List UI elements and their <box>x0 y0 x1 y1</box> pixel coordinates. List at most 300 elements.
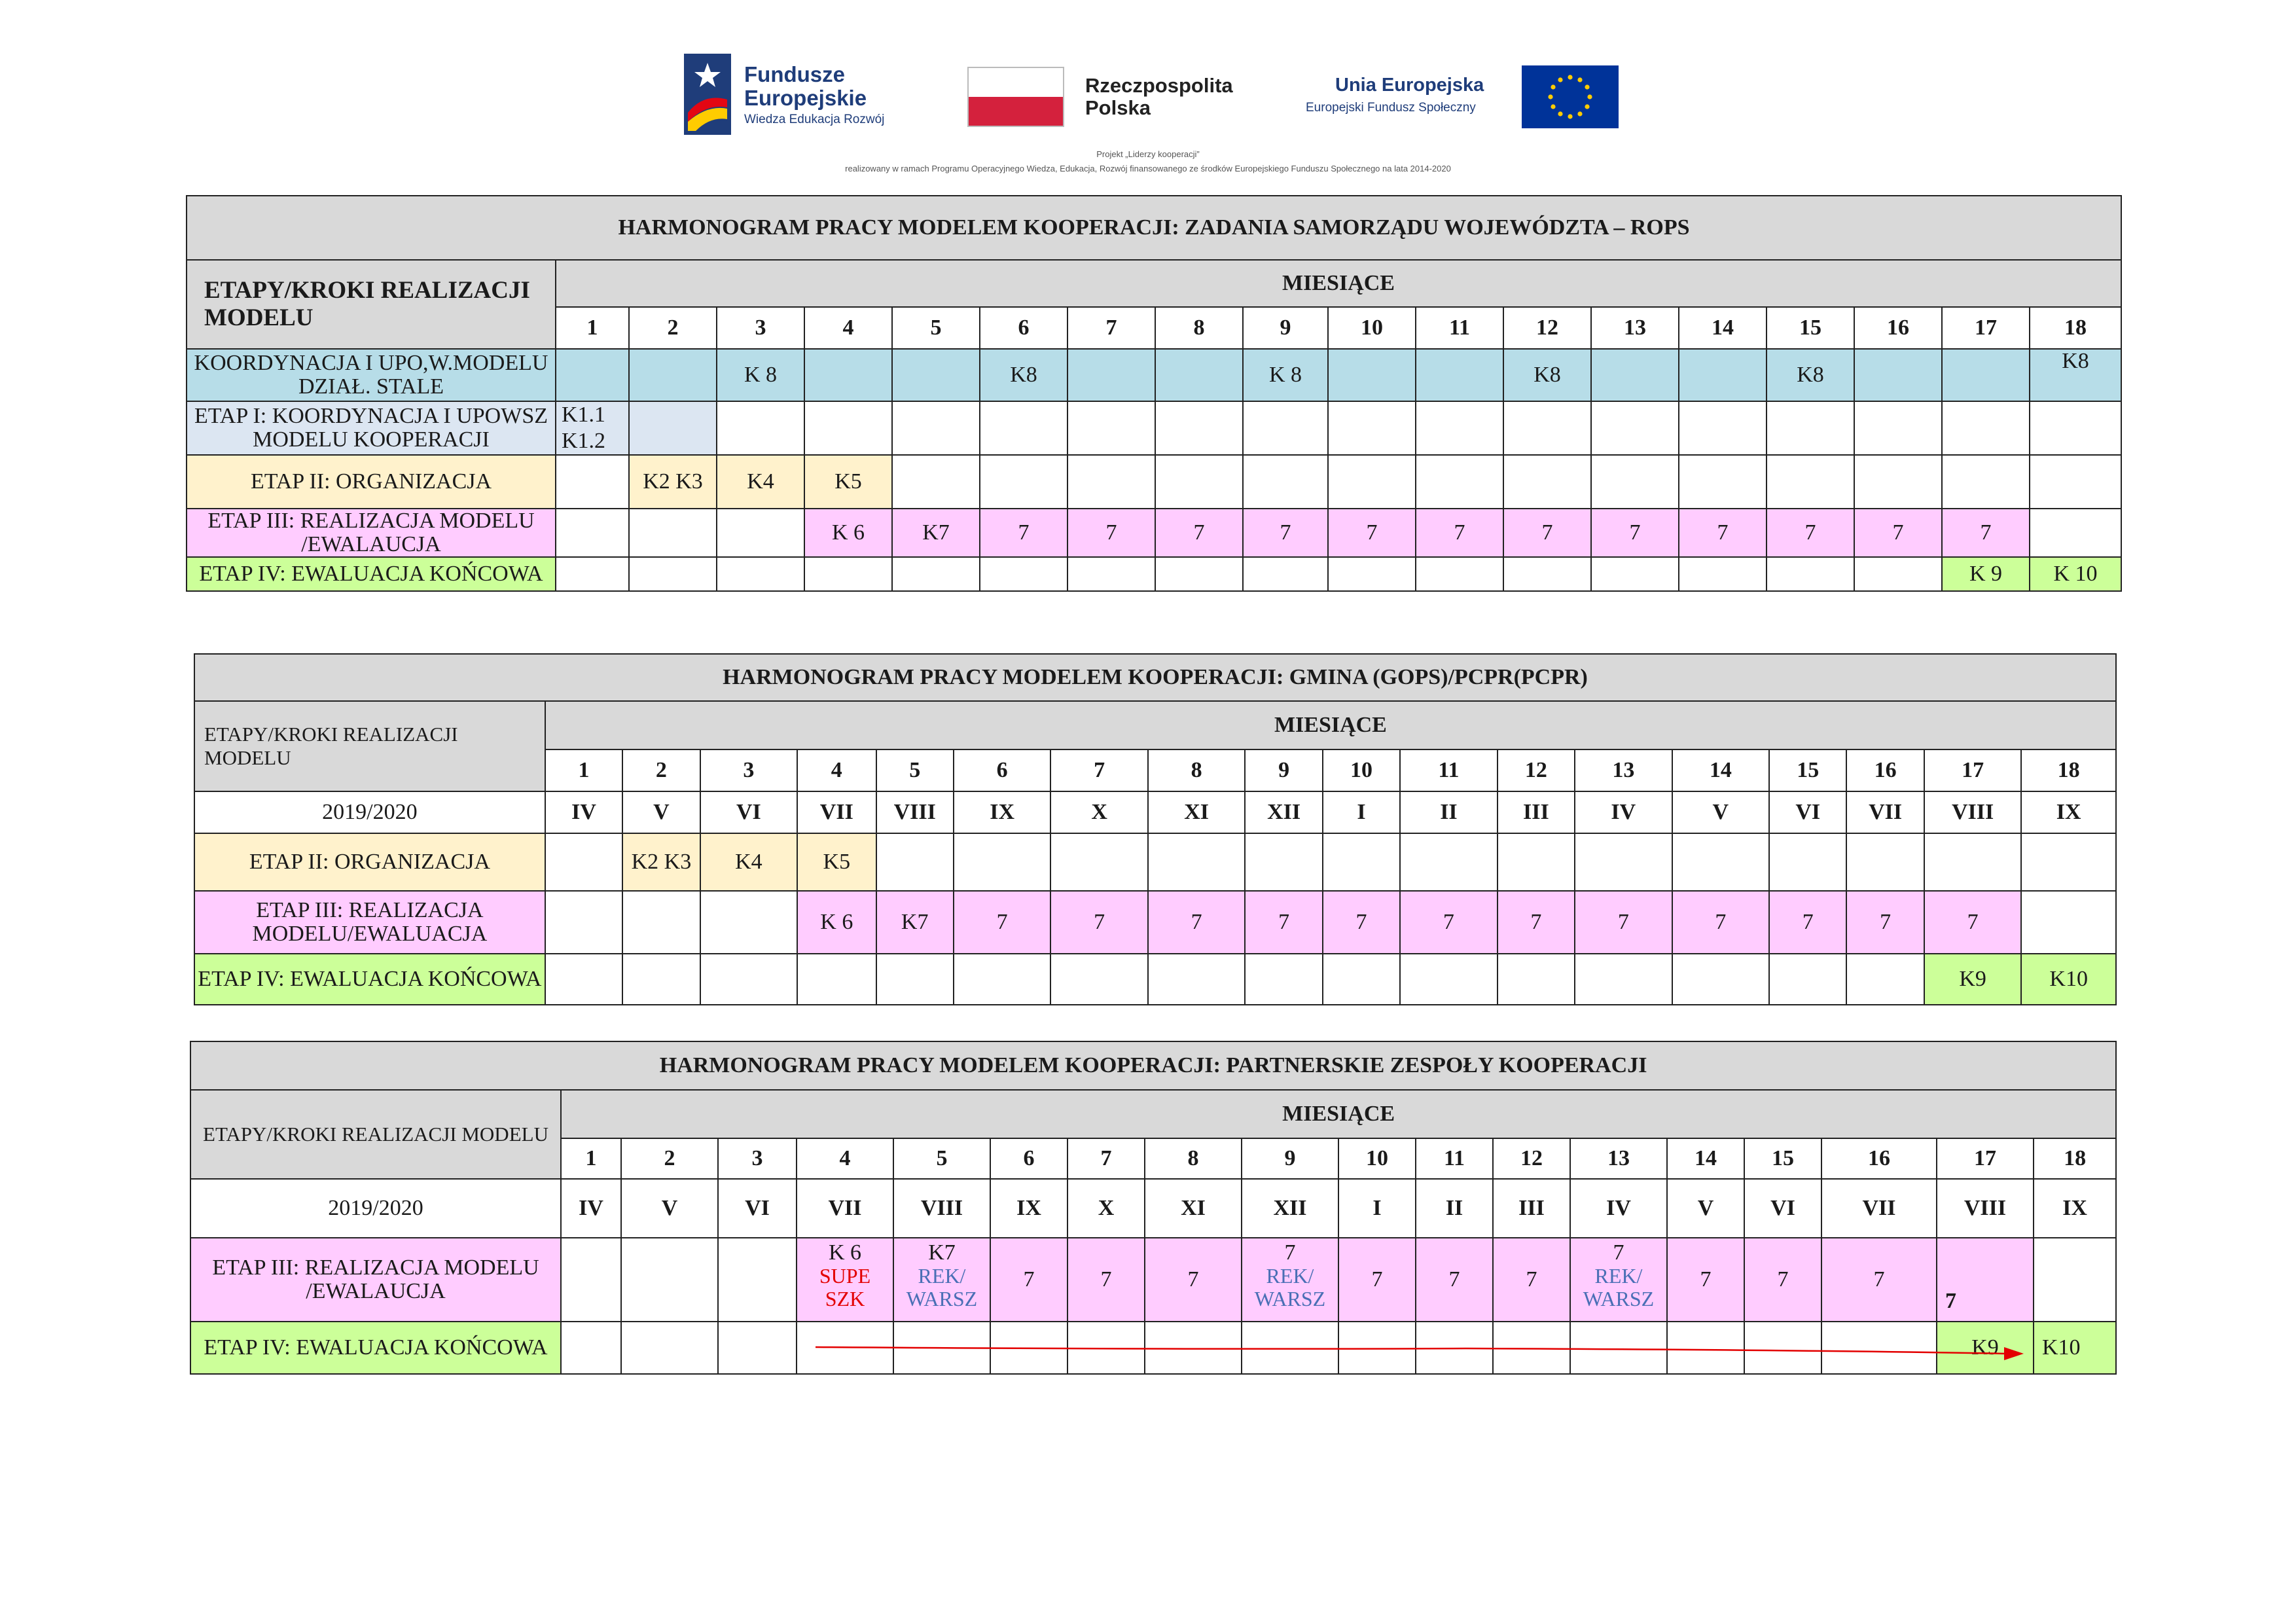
schedule-cell: K9 <box>1924 954 2022 1005</box>
month-number: 9 <box>1245 749 1322 791</box>
table-row <box>187 401 2121 455</box>
month-roman: XI <box>1145 1179 1242 1238</box>
schedule-cell <box>629 401 717 455</box>
month-number: 7 <box>1067 1138 1145 1179</box>
schedule-cell: 7 <box>1744 1238 1821 1322</box>
schedule-cell <box>1503 557 1591 591</box>
month-roman: XI <box>1148 791 1246 833</box>
schedule-cell-compound <box>1242 1238 1338 1322</box>
schedule-cell <box>1067 557 1155 591</box>
schedule-cell: 7 <box>1846 891 1924 954</box>
month-roman: IV <box>1575 791 1672 833</box>
schedule-cell: K8 <box>980 349 1067 401</box>
schedule-cell: 7 <box>1245 891 1322 954</box>
schedule-cell <box>876 833 954 891</box>
schedule-cell: K 6 <box>797 891 876 954</box>
schedule-cell <box>1679 349 1767 401</box>
row-label: ETAP II: ORGANIZACJA <box>194 833 545 891</box>
schedule-cell <box>1854 557 1942 591</box>
month-number: 18 <box>2030 307 2121 349</box>
polish-flag-icon <box>967 67 1064 127</box>
schedule-cell <box>1155 401 1243 455</box>
month-roman: VIII <box>893 1179 990 1238</box>
fe-subtitle: Wiedza Edukacja Rozwój <box>744 113 885 126</box>
row-label: ETAP I: KOORDYNACJA I UPOWSZ MODELU KOOPERACJI <box>187 401 556 455</box>
month-roman: VIII <box>1937 1179 2034 1238</box>
schedule-cell <box>1767 557 1854 591</box>
schedule-cell: K4 <box>717 455 804 509</box>
months-header: MIESIĄCE <box>556 260 2121 307</box>
schedule-cell <box>556 455 629 509</box>
schedule-cell: K 10 <box>2030 557 2121 591</box>
eu-star-icon <box>1577 77 1582 82</box>
month-roman: IX <box>954 791 1051 833</box>
schedule-cell <box>1591 349 1679 401</box>
month-number: 10 <box>1338 1138 1416 1179</box>
schedule-cell <box>1328 401 1416 455</box>
cell-note: SUPE <box>819 1264 871 1288</box>
schedule-cell: 7 <box>1416 1238 1493 1322</box>
schedule-cell: K7 <box>876 891 954 954</box>
table-row <box>194 954 2116 1005</box>
month-roman: III <box>1493 1179 1570 1238</box>
schedule-cell <box>1942 401 2030 455</box>
schedule-cell <box>804 349 892 401</box>
cell-note: SZK <box>825 1287 865 1310</box>
cell-step: K7 <box>928 1240 956 1265</box>
eu-star-icon <box>1551 84 1555 89</box>
ue-line2: Europejski Fundusz Społeczny <box>1306 101 1476 115</box>
schedule-cell <box>1854 349 1942 401</box>
schedule-cell: 7 <box>1667 1238 1744 1322</box>
schedule-cell: 7 <box>1067 1238 1145 1322</box>
schedule-cell: 7 <box>1416 509 1503 557</box>
month-roman: IV <box>561 1179 621 1238</box>
month-roman: VI <box>1744 1179 1821 1238</box>
schedule-cell: 7 <box>1323 891 1400 954</box>
schedule-cell <box>1400 954 1498 1005</box>
month-roman: X <box>1050 791 1148 833</box>
schedule-cell <box>545 833 622 891</box>
month-number: 2 <box>629 307 717 349</box>
month-number: 17 <box>1924 749 2022 791</box>
eu-star-icon <box>1558 111 1562 116</box>
month-number: 12 <box>1493 1138 1570 1179</box>
month-number: 10 <box>1323 749 1400 791</box>
row-label: ETAP III: REALIZACJA MODELU /EWALAUCJA <box>187 509 556 557</box>
schedule-cell: 7 <box>954 891 1051 954</box>
schedule-cell <box>1846 954 1924 1005</box>
table-title: HARMONOGRAM PRACY MODELEM KOOPERACJI: ZADANIA SAMORZĄDU WOJEWÓDZTA – ROPS <box>187 196 2121 260</box>
month-roman: V <box>622 791 700 833</box>
schedule-cell: K5 <box>797 833 876 891</box>
schedule-cell: 7 <box>1937 1238 2034 1322</box>
schedule-cell <box>954 954 1051 1005</box>
month-number: 4 <box>797 1138 893 1179</box>
schedule-cell <box>622 954 700 1005</box>
schedule-cell <box>1679 455 1767 509</box>
eu-star-icon <box>1585 84 1589 89</box>
year-label: 2019/2020 <box>194 791 545 833</box>
schedule-cell <box>1854 455 1942 509</box>
stages-header: ETAPY/KROKI REALIZACJI MODELU <box>194 701 545 791</box>
schedule-cell <box>629 509 717 557</box>
months-header: MIESIĄCE <box>561 1090 2116 1138</box>
month-roman: IV <box>1570 1179 1667 1238</box>
schedule-cell <box>2021 833 2116 891</box>
schedule-cell-compound <box>1570 1238 1667 1322</box>
schedule-cell <box>561 1238 621 1322</box>
row-label: ETAP IV: EWALUACJA KOŃCOWA <box>190 1322 561 1374</box>
schedule-cell <box>1846 833 1924 891</box>
stages-header: ETAPY/KROKI REALIZACJI MODELU <box>187 260 556 349</box>
eu-star-icon <box>1587 94 1592 99</box>
month-number: 3 <box>718 1138 797 1179</box>
ue-line1: Unia Europejska <box>1335 75 1484 96</box>
schedule-cell <box>718 1238 797 1322</box>
month-roman: V <box>1667 1179 1744 1238</box>
month-number: 5 <box>893 1138 990 1179</box>
schedule-cell <box>980 401 1067 455</box>
schedule-cell: 7 <box>1672 891 1770 954</box>
month-roman: II <box>1400 791 1498 833</box>
schedule-cell <box>1672 954 1770 1005</box>
rp-line1: Rzeczpospolita <box>1085 74 1233 97</box>
schedule-cell: K10 <box>2034 1322 2116 1374</box>
month-number: 6 <box>990 1138 1067 1179</box>
month-roman: III <box>1498 791 1575 833</box>
schedule-cell <box>1328 349 1416 401</box>
schedule-cell <box>2030 509 2121 557</box>
schedule-cell <box>804 401 892 455</box>
schedule-cell-compound <box>797 1238 893 1322</box>
schedule-cell <box>1155 349 1243 401</box>
schedule-cell <box>1400 833 1498 891</box>
cell-step: 7 <box>1613 1240 1624 1265</box>
rzeczpospolita-polska-logo <box>967 65 1268 131</box>
month-number: 14 <box>1679 307 1767 349</box>
schedule-cell <box>876 954 954 1005</box>
unia-europejska-logo <box>1296 65 1623 131</box>
schedule-cell: 7 <box>990 1238 1067 1322</box>
month-number: 15 <box>1767 307 1854 349</box>
cell-note: WARSZ <box>906 1287 978 1310</box>
month-roman: VIII <box>876 791 954 833</box>
table-row <box>187 557 2121 591</box>
schedule-cell: 7 <box>1942 509 2030 557</box>
schedule-table-rops <box>186 195 2122 592</box>
schedule-cell <box>1498 954 1575 1005</box>
schedule-cell <box>1323 833 1400 891</box>
month-number: 2 <box>621 1138 718 1179</box>
schedule-cell <box>1050 954 1148 1005</box>
schedule-cell <box>717 509 804 557</box>
schedule-cell: 7 <box>1924 891 2022 954</box>
month-number: 4 <box>797 749 876 791</box>
schedule-cell: K5 <box>804 455 892 509</box>
month-number: 13 <box>1570 1138 1667 1179</box>
row-label: ETAP IV: EWALUACJA KOŃCOWA <box>194 954 545 1005</box>
month-number: 11 <box>1416 1138 1493 1179</box>
schedule-cell <box>1769 833 1846 891</box>
table-title: HARMONOGRAM PRACY MODELEM KOOPERACJI: PARTNERSKIE ZESPOŁY KOOPERACJI <box>190 1041 2116 1090</box>
month-number: 14 <box>1667 1138 1744 1179</box>
row-label: ETAP III: REALIZACJA MODELU/EWALUACJA <box>194 891 545 954</box>
schedule-cell: K 6 <box>804 509 892 557</box>
schedule-cell: 7 <box>1679 509 1767 557</box>
schedule-cell: K8 <box>1503 349 1591 401</box>
schedule-cell <box>1591 557 1679 591</box>
schedule-cell <box>1575 954 1672 1005</box>
schedule-cell <box>2030 401 2121 455</box>
schedule-cell: K4 <box>700 833 798 891</box>
schedule-cell <box>1498 833 1575 891</box>
month-roman: VI <box>1769 791 1846 833</box>
schedule-cell <box>1416 401 1503 455</box>
schedule-cell <box>1067 455 1155 509</box>
year-label: 2019/2020 <box>190 1179 561 1238</box>
schedule-cell: 7 <box>1821 1238 1937 1322</box>
month-roman: IX <box>2034 1179 2116 1238</box>
fe-line2: Europejskie <box>744 86 867 110</box>
month-number: 1 <box>545 749 622 791</box>
schedule-cell <box>980 557 1067 591</box>
schedule-cell: 7 <box>1243 509 1328 557</box>
month-number: 16 <box>1854 307 1942 349</box>
month-roman: V <box>1672 791 1770 833</box>
schedule-cell <box>1416 557 1503 591</box>
schedule-table-gmina <box>194 653 2117 1005</box>
schedule-cell <box>1328 455 1416 509</box>
schedule-cell <box>1245 954 1322 1005</box>
month-number: 1 <box>556 307 629 349</box>
month-roman: X <box>1067 1179 1145 1238</box>
month-number: 18 <box>2021 749 2116 791</box>
schedule-cell <box>980 455 1067 509</box>
schedule-cell <box>1924 833 2022 891</box>
cell-note: REK/ <box>1594 1264 1643 1288</box>
schedule-cell <box>804 557 892 591</box>
eu-star-icon <box>1585 104 1589 109</box>
rp-line2: Polska <box>1085 96 1151 119</box>
schedule-cell: 7 <box>1067 509 1155 557</box>
month-number: 8 <box>1145 1138 1242 1179</box>
month-roman: II <box>1416 1179 1493 1238</box>
month-roman: IX <box>990 1179 1067 1238</box>
month-roman: I <box>1338 1179 1416 1238</box>
month-number: 10 <box>1328 307 1416 349</box>
cell-note: WARSZ <box>1583 1287 1655 1310</box>
table-row <box>194 891 2116 954</box>
table-title: HARMONOGRAM PRACY MODELEM KOOPERACJI: GMINA (GOPS)/PCPR(PCPR) <box>194 654 2116 701</box>
month-number: 14 <box>1672 749 1770 791</box>
schedule-cell <box>892 455 980 509</box>
schedule-cell <box>1243 455 1328 509</box>
month-number: 7 <box>1067 307 1155 349</box>
month-number: 16 <box>1846 749 1924 791</box>
month-number: 11 <box>1400 749 1498 791</box>
month-number: 5 <box>892 307 980 349</box>
schedule-cell <box>1591 455 1679 509</box>
month-number: 6 <box>980 307 1067 349</box>
schedule-cell: 7 <box>1767 509 1854 557</box>
schedule-cell <box>892 349 980 401</box>
month-roman: VI <box>700 791 798 833</box>
schedule-cell <box>1323 954 1400 1005</box>
schedule-cell <box>1148 833 1246 891</box>
month-number: 9 <box>1242 1138 1338 1179</box>
month-number: 13 <box>1575 749 1672 791</box>
month-number: 18 <box>2034 1138 2116 1179</box>
page-header <box>0 0 2296 196</box>
schedule-cell <box>1155 455 1243 509</box>
month-number: 8 <box>1155 307 1243 349</box>
schedule-cell: K2 K3 <box>629 455 717 509</box>
schedule-cell: K8 <box>2030 349 2121 401</box>
row-label: ETAP II: ORGANIZACJA <box>187 455 556 509</box>
schedule-cell <box>1050 833 1148 891</box>
row-label: ETAP IV: EWALUACJA KOŃCOWA <box>187 557 556 591</box>
month-roman: I <box>1323 791 1400 833</box>
table-row <box>187 509 2121 557</box>
schedule-cell <box>1769 954 1846 1005</box>
month-number: 15 <box>1769 749 1846 791</box>
schedule-cell <box>1067 349 1155 401</box>
schedule-cell: K9 <box>1937 1322 2034 1374</box>
schedule-cell <box>1503 455 1591 509</box>
schedule-cell: K7 <box>892 509 980 557</box>
schedule-table-partnerskie <box>190 1041 2117 1375</box>
cell-note: REK/ <box>918 1264 966 1288</box>
table-row <box>187 349 2121 401</box>
schedule-cell <box>622 891 700 954</box>
schedule-cell <box>1591 401 1679 455</box>
month-number: 11 <box>1416 307 1503 349</box>
schedule-cell: K8 <box>1767 349 1854 401</box>
schedule-cell: K10 <box>2021 954 2116 1005</box>
schedule-cell <box>717 401 804 455</box>
month-number: 3 <box>717 307 804 349</box>
fundusze-europejskie-logo <box>684 54 946 139</box>
schedule-cell <box>556 509 629 557</box>
months-header: MIESIĄCE <box>545 701 2116 749</box>
schedule-cell <box>1942 455 2030 509</box>
schedule-cell <box>700 891 798 954</box>
schedule-cell <box>1067 401 1155 455</box>
schedule-cell: 7 <box>1155 509 1243 557</box>
schedule-cell <box>556 349 629 401</box>
schedule-cell <box>1416 455 1503 509</box>
month-number: 9 <box>1243 307 1328 349</box>
schedule-cell-compound <box>893 1238 990 1322</box>
row-label: ETAP III: REALIZACJA MODELU /EWALAUCJA <box>190 1238 561 1322</box>
fe-line1: Fundusze <box>744 62 845 86</box>
table-row <box>194 833 2116 891</box>
schedule-cell: 7 <box>1493 1238 1570 1322</box>
schedule-cell <box>1503 401 1591 455</box>
cell-step: 7 <box>1284 1240 1296 1265</box>
schedule-cell <box>2021 891 2116 954</box>
schedule-cell <box>1243 401 1328 455</box>
schedule-cell: 7 <box>1575 891 1672 954</box>
month-number: 6 <box>954 749 1051 791</box>
schedule-cell <box>954 833 1051 891</box>
schedule-cell <box>797 954 876 1005</box>
month-number: 12 <box>1503 307 1591 349</box>
month-roman: V <box>621 1179 718 1238</box>
eu-star-icon <box>1577 111 1582 116</box>
stages-header: ETAPY/KROKI REALIZACJI MODELU <box>190 1090 561 1179</box>
schedule-cell: 7 <box>1591 509 1679 557</box>
month-number: 15 <box>1744 1138 1821 1179</box>
schedule-cell <box>2030 455 2121 509</box>
timeline-arrow <box>812 1335 2029 1362</box>
schedule-cell: 7 <box>1050 891 1148 954</box>
month-roman: XII <box>1245 791 1322 833</box>
month-number: 1 <box>561 1138 621 1179</box>
month-number: 16 <box>1821 1138 1937 1179</box>
month-number: 2 <box>622 749 700 791</box>
schedule-cell <box>1243 557 1328 591</box>
schedule-cell <box>1416 349 1503 401</box>
project-name: Projekt „Liderzy kooperacji” <box>1096 149 1200 159</box>
schedule-cell <box>1679 401 1767 455</box>
schedule-cell <box>2034 1238 2116 1322</box>
eu-flag-icon <box>1522 65 1619 128</box>
month-roman: VII <box>797 1179 893 1238</box>
schedule-cell <box>718 1322 797 1374</box>
cell-note: REK/ <box>1266 1264 1314 1288</box>
month-roman: VII <box>1821 1179 1937 1238</box>
schedule-cell: 7 <box>1769 891 1846 954</box>
schedule-cell <box>1767 401 1854 455</box>
schedule-cell <box>892 401 980 455</box>
table-row <box>187 455 2121 509</box>
month-number: 13 <box>1591 307 1679 349</box>
schedule-cell: K1.1 K1.2 <box>556 401 629 455</box>
eu-star-icon <box>1568 114 1572 118</box>
month-number: 4 <box>804 307 892 349</box>
schedule-cell <box>1679 557 1767 591</box>
schedule-cell <box>1245 833 1322 891</box>
project-funding-note: realizowany w ramach Programu Operacyjnego Wiedza, Edukacja, Rozwój finansowanego ze środków Europejskiego Funduszu Społecznego na lata 2014-2020 <box>845 164 1451 173</box>
eu-star-icon <box>1568 75 1572 79</box>
schedule-cell: 7 <box>1503 509 1591 557</box>
schedule-cell <box>1854 401 1942 455</box>
schedule-cell <box>629 557 717 591</box>
eu-star-icon <box>1558 77 1562 82</box>
schedule-cell <box>556 557 629 591</box>
month-roman: XII <box>1242 1179 1338 1238</box>
schedule-cell <box>1155 557 1243 591</box>
schedule-cell: K 8 <box>1243 349 1328 401</box>
month-number: 7 <box>1050 749 1148 791</box>
month-roman: VII <box>797 791 876 833</box>
schedule-cell <box>717 557 804 591</box>
eu-star-icon <box>1548 94 1552 99</box>
eu-star-icon <box>1551 104 1555 109</box>
schedule-cell <box>545 891 622 954</box>
schedule-cell <box>621 1322 718 1374</box>
month-number: 8 <box>1148 749 1246 791</box>
schedule-cell <box>1328 557 1416 591</box>
schedule-cell <box>1575 833 1672 891</box>
schedule-cell <box>545 954 622 1005</box>
schedule-cell <box>892 557 980 591</box>
month-roman: VI <box>718 1179 797 1238</box>
schedule-cell <box>1672 833 1770 891</box>
month-roman: VII <box>1846 791 1924 833</box>
